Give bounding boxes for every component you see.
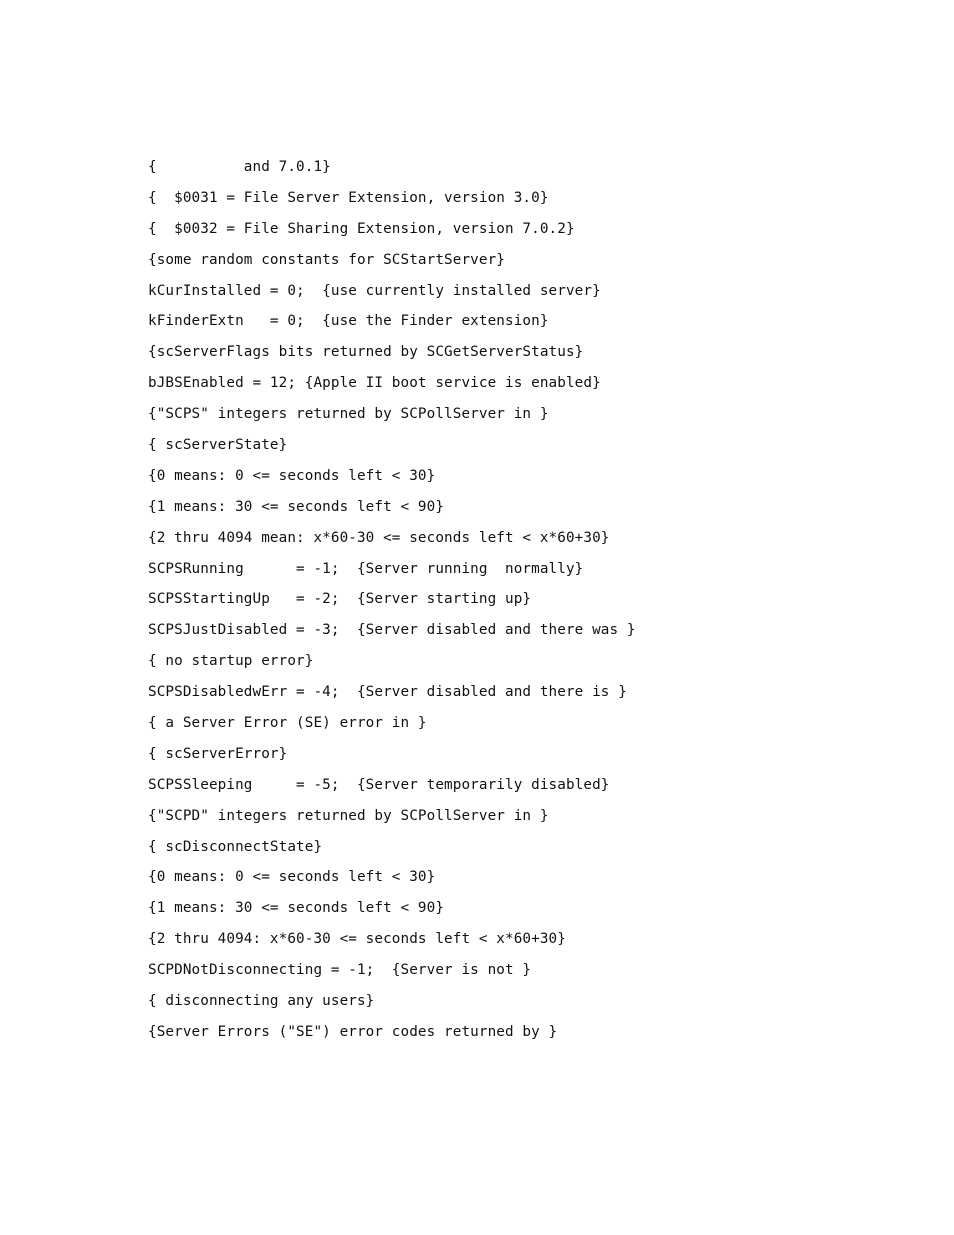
code-line: kFinderExtn = 0; {use the Finder extension} [148,313,549,330]
code-line: { disconnecting any users} [148,993,375,1010]
code-line: SCPSDisabledwErr = -4; {Server disabled and there is } [148,684,627,701]
code-line: kCurInstalled = 0; {use currently installed server} [148,282,601,299]
code-listing [148,156,908,1052]
code-line: { scDisconnectState} [148,838,323,855]
code-line: { $0031 = File Server Extension, version 3.0} [148,189,549,206]
code-line: {Server Errors ("SE") error codes returned by } [148,1023,558,1040]
code-line: { $0032 = File Sharing Extension, version 7.0.2} [148,220,575,237]
code-line: {scServerFlags bits returned by SCGetServerStatus} [148,344,584,361]
code-line: bJBSEnabled = 12; {Apple II boot service is enabled} [148,375,601,392]
code-line: { scServerState} [148,437,288,454]
code-line: { scServerError} [148,745,288,762]
code-line: {0 means: 0 <= seconds left < 30} [148,467,436,484]
code-line: {"SCPD" integers returned by SCPollServer in } [148,807,549,824]
code-line: {"SCPS" integers returned by SCPollServer in } [148,406,549,423]
code-line: SCPSSleeping = -5; {Server temporarily disabled} [148,776,610,793]
code-line: SCPSJustDisabled = -3; {Server disabled and there was } [148,622,636,639]
code-line: {2 thru 4094 mean: x*60-30 <= seconds left < x*60+30} [148,529,610,546]
code-line: {1 means: 30 <= seconds left < 90} [148,900,445,917]
code-line: {1 means: 30 <= seconds left < 90} [148,498,445,515]
code-line: SCPDNotDisconnecting = -1; {Server is not } [148,962,532,979]
code-line: {some random constants for SCStartServer} [148,251,506,268]
code-line: { no startup error} [148,653,314,670]
code-line: SCPSStartingUp = -2; {Server starting up} [148,591,532,608]
code-line: SCPSRunning = -1; {Server running normally} [148,560,584,577]
code-line: { and 7.0.1} [148,159,331,175]
code-line: {0 means: 0 <= seconds left < 30} [148,869,436,886]
code-line: {2 thru 4094: x*60-30 <= seconds left < x*60+30} [148,931,566,948]
code-line: { a Server Error (SE) error in } [148,715,427,732]
